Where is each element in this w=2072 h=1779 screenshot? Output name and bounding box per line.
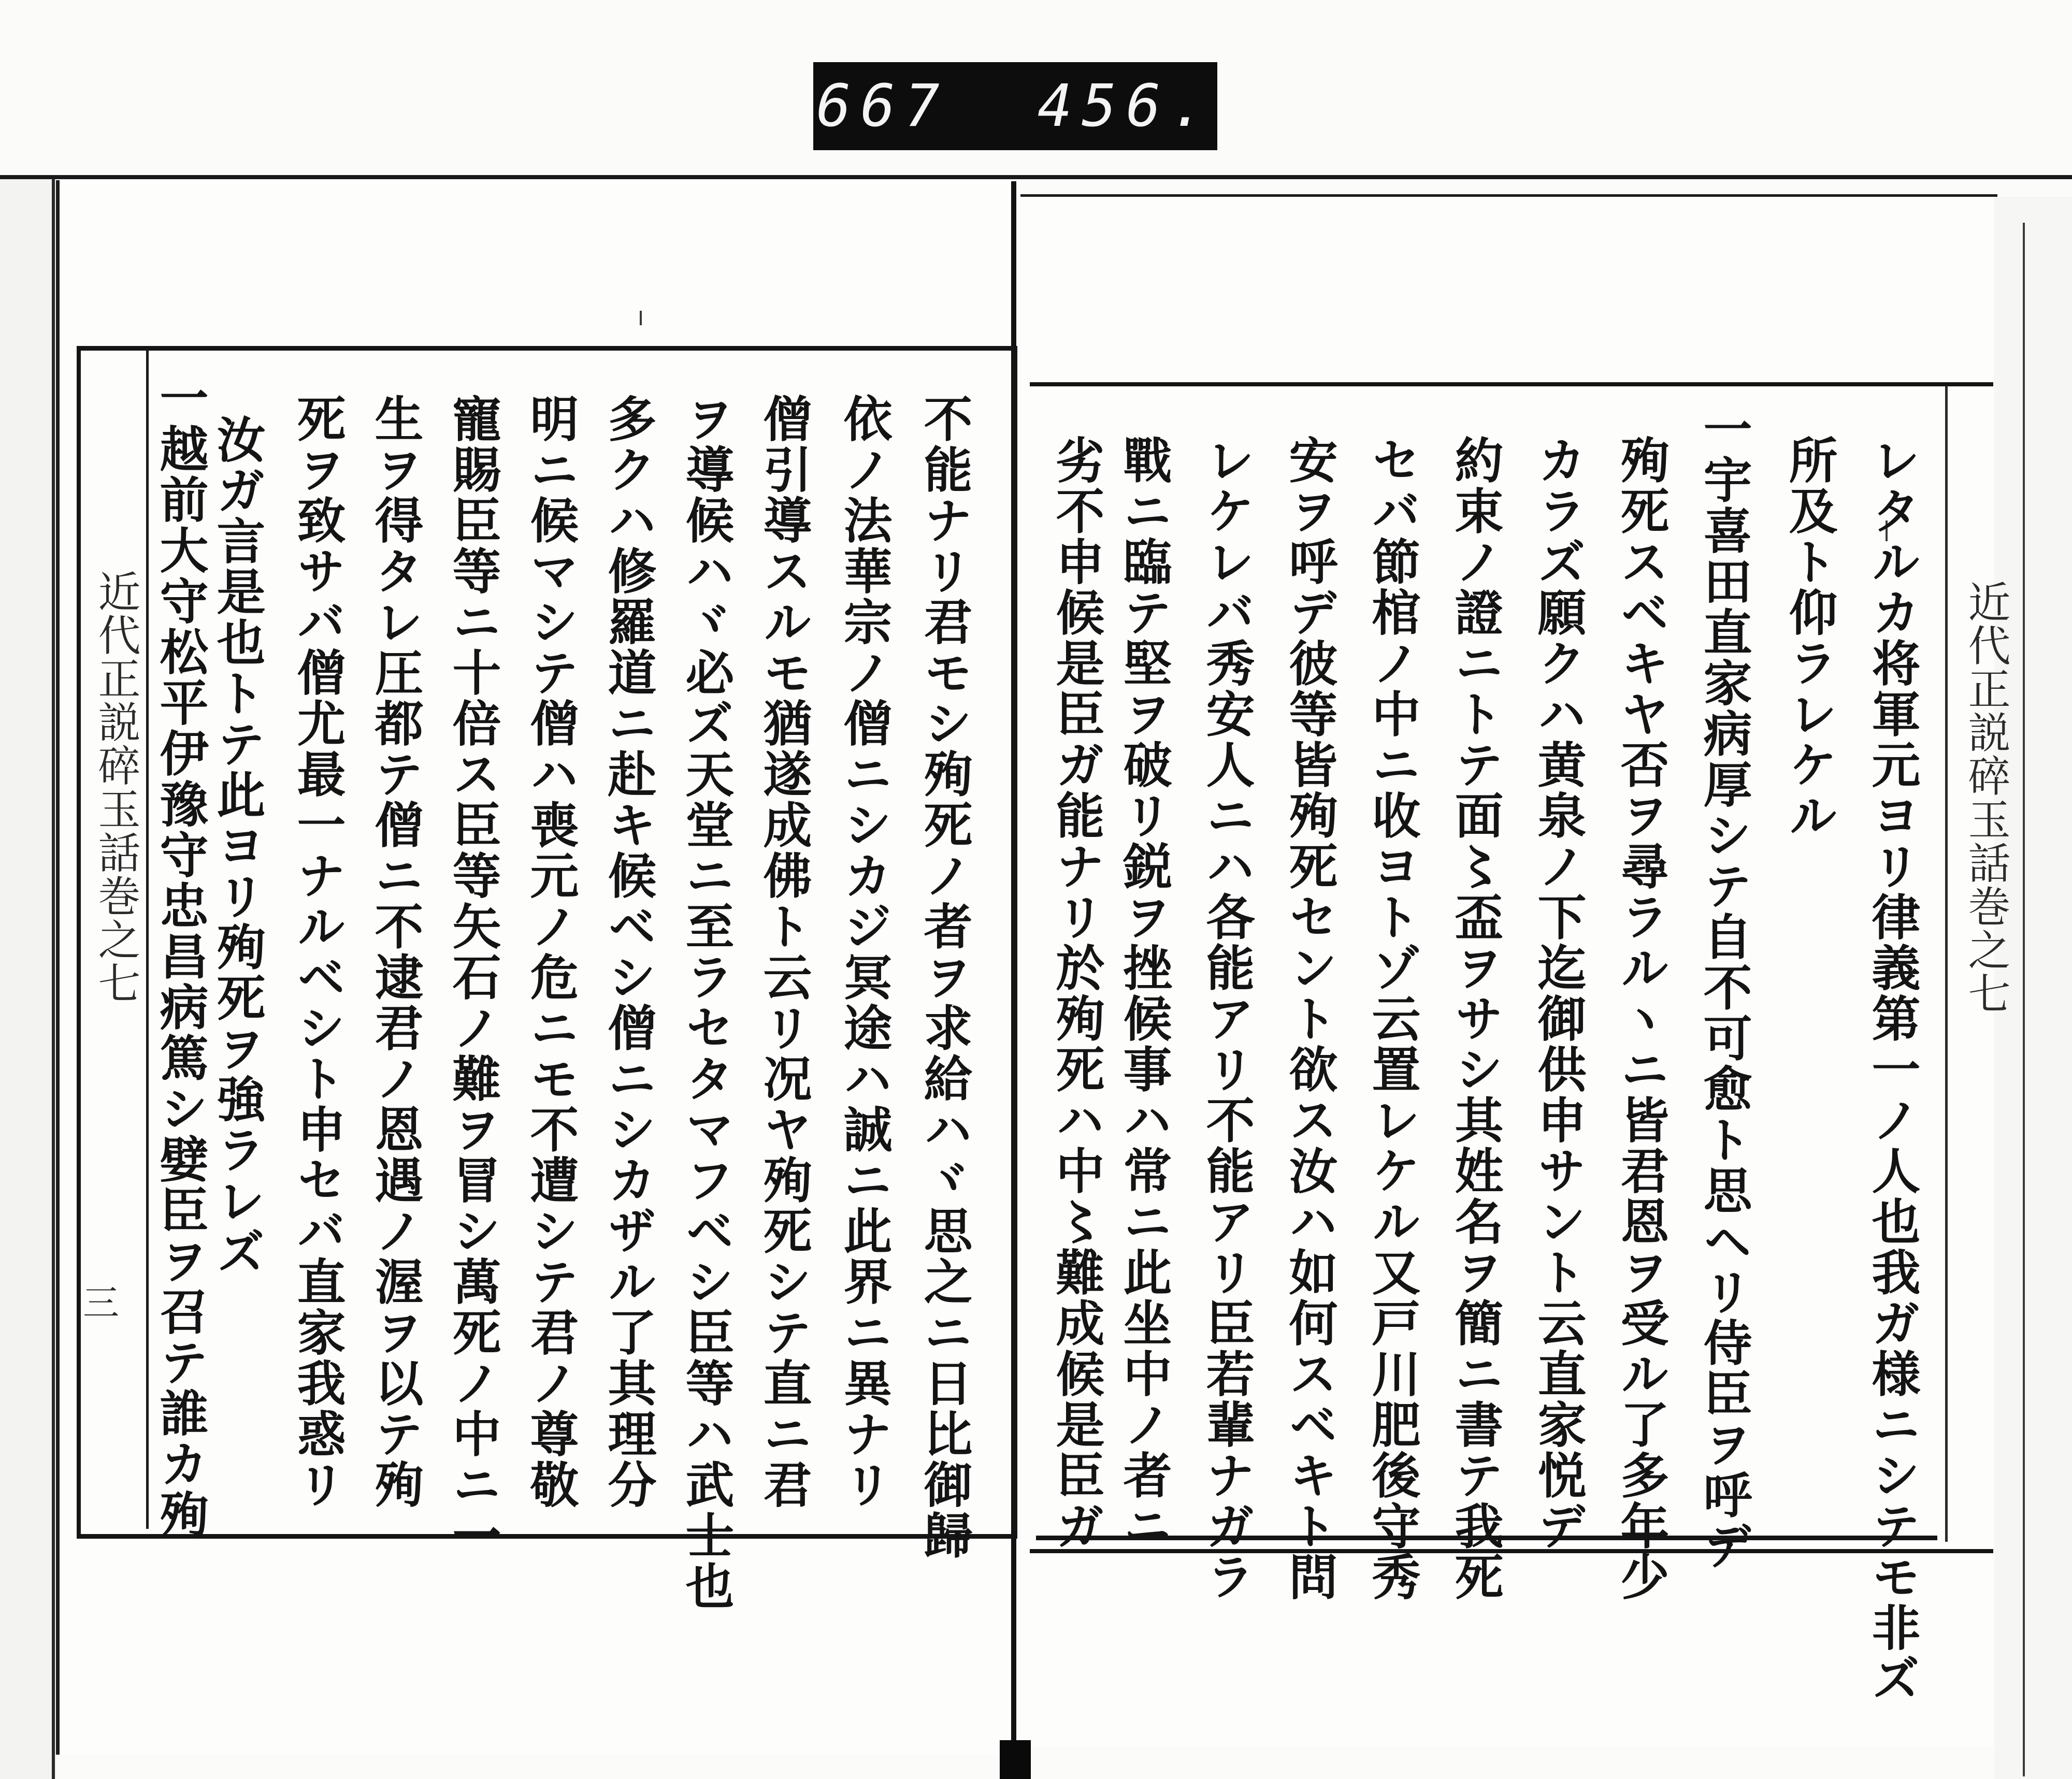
text-column: カラズ願クハ黄泉ノ下迄御供申サント云直家悦デ [1529,435,1586,1552]
left-page-edge [0,179,56,1779]
right-text-frame [1030,382,1993,1553]
left-page-edge-line [52,179,55,1779]
right-page-edge-line [2023,223,2025,1776]
text-column: 僧引導スルモ猶遂成佛ト云リ况ヤ殉死シテ直ニ君 [755,394,812,1510]
text-column: 殉死スベキヤ否ヲ尋ラルヽニ皆君恩ヲ受ル了多年少 [1612,435,1669,1602]
text-column: 所及ト仰ラレケル [1780,435,1837,841]
text-column: 死ヲ致サバ僧尤最一ナルベシト申セバ直家我惑リ [289,394,346,1510]
text-column: 一宇喜田直家病厚シテ自不可愈ト思ヘリ侍臣ヲ呼デ [1695,404,1752,1571]
text-column: ヲ導候ハヾ必ズ天堂ニ至ラセタマフベシ臣等ハ武士也 [677,394,734,1612]
text-column: 戰ニ臨テ堅ヲ破リ鋭ヲ挫候事ハ常ニ此坐中ノ者ニ [1115,435,1172,1552]
stray-mark [640,311,642,325]
text-column: 依ノ法華宗ノ僧ニシカジ冥途ハ誠ニ此界ニ異ナリ [835,394,892,1510]
left-margin-rule [146,348,149,1529]
text-column: 寵賜臣等ニ十倍ス臣等矢石ノ難ヲ冒シ萬死ノ中ニ一 [444,394,501,1561]
text-column: 安ヲ呼デ彼等皆殉死セント欲ス汝ハ如何スベキト問 [1280,435,1337,1602]
text-column: 劣不申候是臣ガ能ナリ於殉死ハ中〻難成候是臣ガ [1047,435,1104,1552]
right-page-header: 近代正説碎玉話巻之七 [1961,580,2010,1015]
left-page-header: 近代正説碎玉話巻之七 [91,570,140,1005]
text-column: レケレバ秀安人ニハ各能アリ不能アリ臣若輩ナガラ [1198,435,1255,1602]
text-column: 一越前大守松平伊豫守忠昌病篤シ嬖臣ヲ召テ誰カ殉 [151,373,208,1540]
text-column: 不能ナリ君モシ殉死ノ者ヲ求給ハヾ思之ニ日比御歸 [915,394,972,1561]
text-column: 汝ガ言是也トテ此ヨリ殉死ヲ強ラレズ [208,414,265,1277]
right-margin-rule [1945,386,1948,1542]
page-number: 三 [83,1282,119,1324]
text-column: 約束ノ證ニトテ面〻盃ヲサシ其姓名ヲ簡ニ書テ我死 [1446,435,1503,1602]
text-column: セバ節棺ノ中ニ收ヨトゾ云置レケル又戸川肥後守秀 [1363,435,1420,1602]
text-column: 明ニ候マシテ僧ハ喪元ノ危ニモ不遭シテ君ノ尊敬 [522,394,579,1510]
text-column: レタルカ将軍元ヨリ律義第一ノ人也我ガ様ニシテモ非ズ [1863,435,1920,1704]
text-column: 生ヲ得タレ圧都テ僧ニ不逮君ノ恩遇ノ渥ヲ以テ殉 [366,394,423,1510]
spine-shadow [1000,1740,1031,1779]
book-top-edge [0,175,2072,179]
text-column: 多クハ修羅道ニ赴キ候ベシ僧ニシカザル了其理分 [599,394,656,1510]
accession-label-text: 667 456. [816,73,1215,140]
